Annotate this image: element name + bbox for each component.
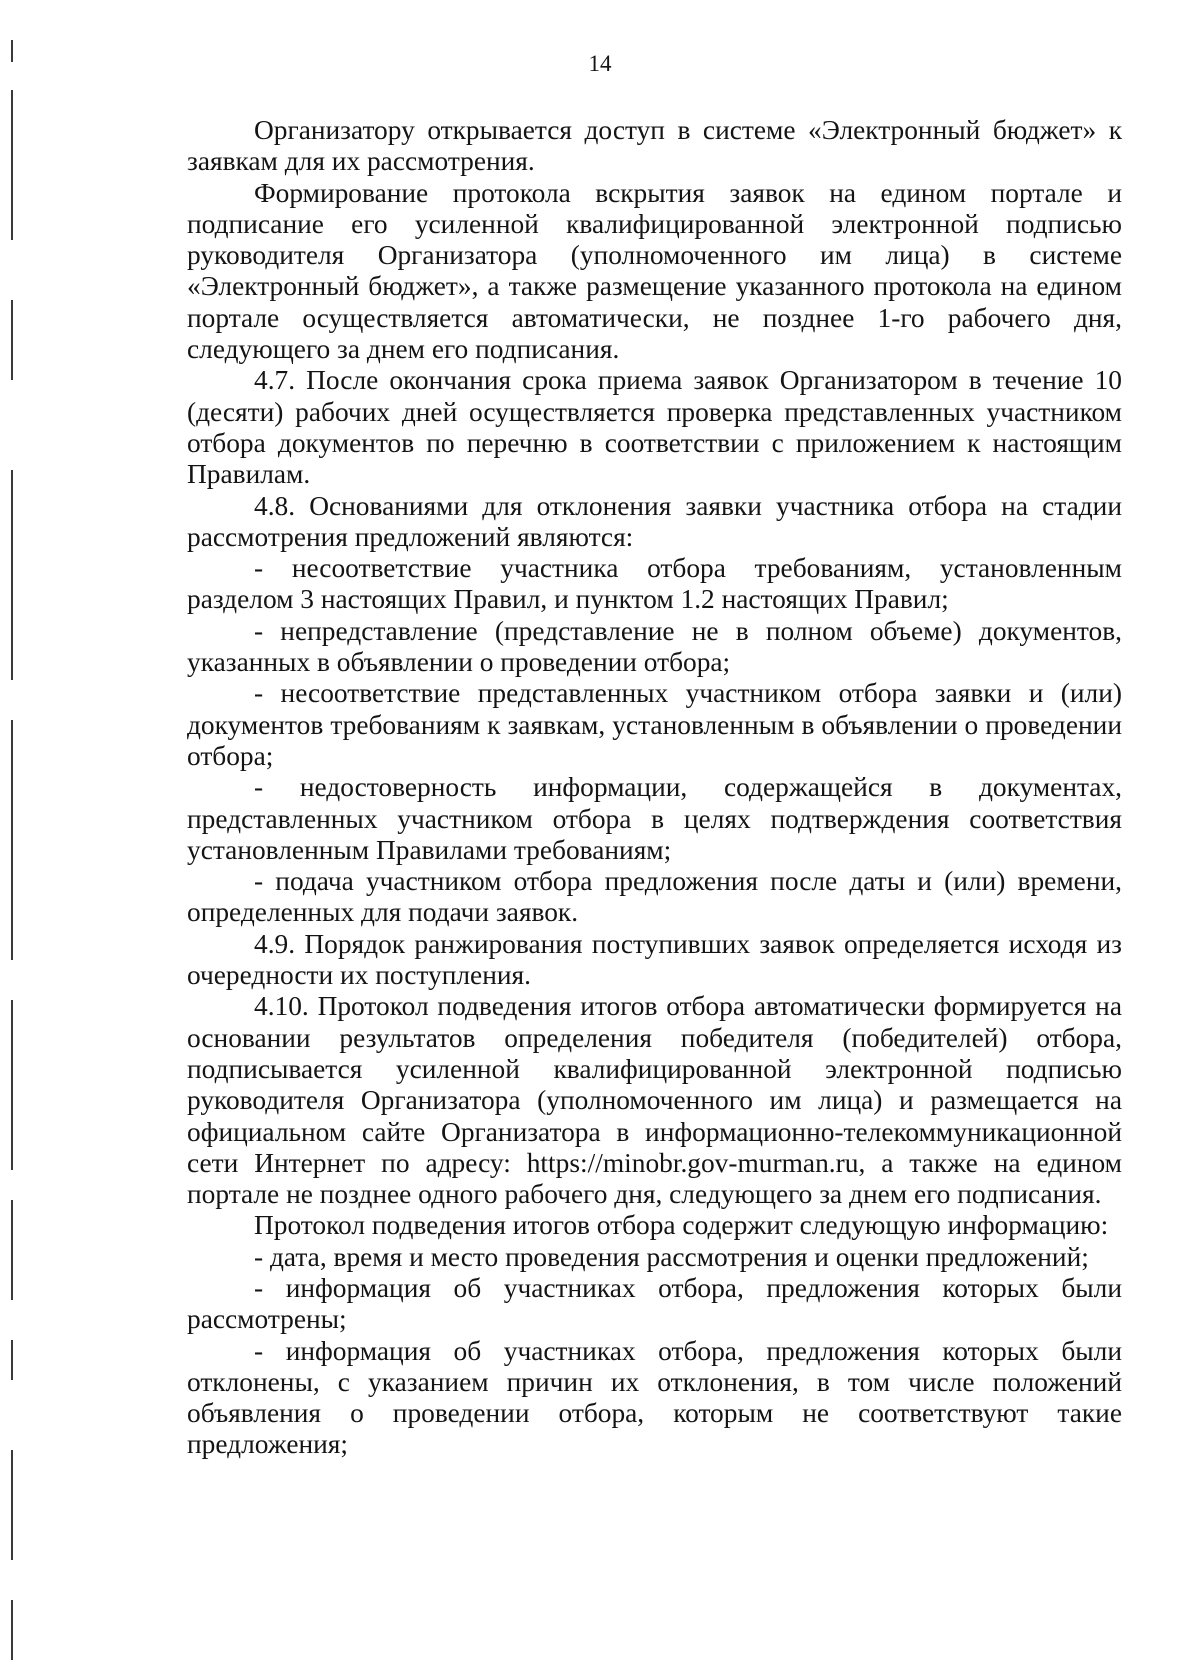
list-item: - несоответствие участника отбора требованиям, установленным разделом 3 настоящих Правил, и пунктом 1.2 настоящих Правил; [187,553,1122,615]
paragraph: Формирование протокола вскрытия заявок на едином портале и подписание его усиленной квалифицированной электронной подписью руководителя Организатора (уполномоченного им лица) в системе «Электронный бюджет», а также размещение указанного протокола на едином портале осуществляется автоматически, не позднее 1-го рабочего дня, следующего за днем его подписания. [187,177,1122,365]
scan-edge-mark [11,720,13,960]
list-item: - недостоверность информации, содержащейся в документах, представленных участником отбора в целях подтверждения соответствия установленным Правилами требованиям; [187,772,1122,865]
scan-edge-mark [11,1600,13,1660]
list-item: - информация об участниках отбора, предложения которых были отклонены, с указанием причин их отклонения, в том числе положений объявления о проведении отбора, которым не соответствуют такие предложения; [187,1335,1122,1460]
scan-edge-mark [11,300,13,380]
scan-edge-mark [11,1340,13,1380]
paragraph: 4.9. Порядок ранжирования поступивших заявок определяется исходя из очередности их поступления. [187,928,1122,991]
list-item: - дата, время и место проведения рассмотрения и оценки предложений; [254,1241,1089,1272]
scan-edge-mark [11,1000,13,1170]
list-item: - несоответствие представленных участником отбора заявки и (или) документов требованиям к заявкам, установленным в объявлении о проведении отбора; [187,678,1122,771]
paragraph: 4.7. После окончания срока приема заявок Организатором в течение 10 (десяти) рабочих дней осуществляется проверка представленных участником отбора документов по перечню в соответствии с приложением к настоящим Правилам. [187,365,1122,490]
list-item: - информация об участниках отбора, предложения которых были рассмотрены; [187,1272,1122,1335]
paragraph: 4.10. Протокол подведения итогов отбора автоматически формируется на основании результатов определения победителя (победителей) отбора, подписывается усиленной квалифицированной электронной подписью руководителя Организатора (уполномоченного им лица) и размещается на официальном сайте Организатора в информационно-телекоммуникационной сети Интернет по адресу: https://minobr.gov-murman.ru, а также на едином портале не позднее одного рабочего дня, следующего за днем его подписания. [187,991,1122,1210]
scan-edge-mark [11,470,13,680]
list-item: - непредставление (представление не в полном объеме) документов, указанных в объявлении о проведении отбора; [187,615,1122,678]
list-item: - подача участником отбора предложения после даты и (или) времени, определенных для подачи заявок. [187,866,1122,928]
document-body [187,115,1122,1461]
page-number: 14 [588,51,612,76]
paragraph: 4.8. Основаниями для отклонения заявки участника отбора на стадии рассмотрения предложений являются: [187,490,1122,552]
scan-edge-mark [11,90,13,240]
scan-edge-mark [11,1450,13,1560]
paragraph: Организатору открывается доступ в системе «Электронный бюджет» к заявкам для их рассмотрения. [187,115,1122,177]
scan-edge-mark [11,1200,13,1300]
paragraph: Протокол подведения итогов отбора содержит следующую информацию: [254,1210,1109,1241]
